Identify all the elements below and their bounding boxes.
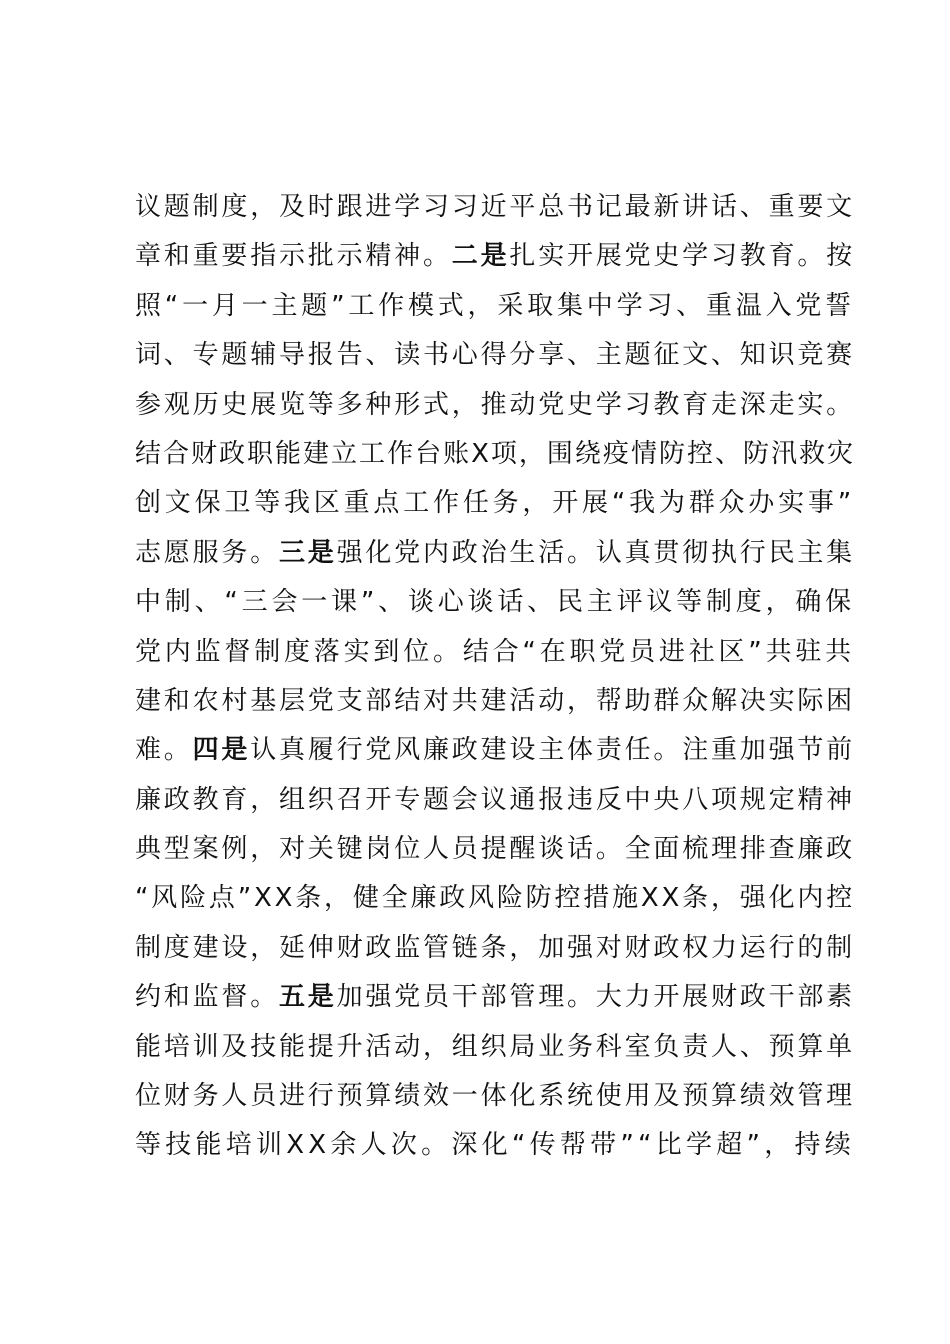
text-segment: “风险点”XX条，健全廉政风险防控措施XX条，强化内控 xyxy=(135,883,855,914)
text-segment: 廉政教育，组织召开专题会议通报违反中央八项规定精神 xyxy=(135,784,855,815)
text-segment: 章和重要指示批示精神。 xyxy=(135,241,452,272)
text-line xyxy=(135,1023,855,1072)
text-segment: 能培训及技能提升活动，组织局业务科室负责人、预算单 xyxy=(135,1031,855,1062)
text-line xyxy=(135,924,855,973)
bold-lead-phrase: 四是 xyxy=(192,735,251,766)
text-line xyxy=(135,677,855,726)
body-text xyxy=(135,183,855,1171)
text-segment: 参观历史展览等多种形式，推动党史学习教育走深走实。 xyxy=(135,389,855,420)
text-line xyxy=(135,1121,855,1170)
text-segment: 结合财政职能建立工作台账X项，围绕疫情防控、防汛救灾 xyxy=(135,438,855,469)
text-segment: 等技能培训XX余人次。深化“传帮带”“比学超”，持续 xyxy=(135,1130,855,1161)
text-segment: 扎实开展党史学习教育。按 xyxy=(509,241,855,272)
text-segment: 创文保卫等我区重点工作任务，开展“我为群众办实事” xyxy=(135,488,855,519)
text-line xyxy=(135,232,855,281)
text-segment: 加强党员干部管理。大力开展财政干部素 xyxy=(336,982,855,1013)
text-segment: 中制、“三会一课”、谈心谈话、民主评议等制度，确保 xyxy=(135,587,855,618)
text-segment: 制度建设，延伸财政监管链条，加强对财政权力运行的制 xyxy=(135,932,855,963)
text-segment: 党内监督制度落实到位。结合“在职党员进社区”共驻共 xyxy=(135,636,855,667)
bold-lead-phrase: 五是 xyxy=(279,982,337,1013)
text-line xyxy=(135,282,855,331)
text-line xyxy=(135,183,855,232)
text-segment: 难。 xyxy=(135,735,193,766)
text-segment: 词、专题辅导报告、读书心得分享、主题征文、知识竞赛 xyxy=(135,340,855,371)
text-line xyxy=(135,973,855,1022)
text-segment: 约和监督。 xyxy=(135,982,279,1013)
text-segment: 强化党内政治生活。认真贯彻执行民主集 xyxy=(336,537,855,568)
text-line xyxy=(135,825,855,874)
text-line xyxy=(135,726,855,775)
text-segment: 认真履行党风廉政建设主体责任。注重加强节前 xyxy=(250,735,855,766)
text-segment: 建和农村基层党支部结对共建活动，帮助群众解决实际困 xyxy=(135,685,855,716)
text-line xyxy=(135,529,855,578)
text-segment: 照“一月一主题”工作模式，采取集中学习、重温入党誓 xyxy=(135,290,855,321)
bold-lead-phrase: 二是 xyxy=(451,241,510,272)
text-line xyxy=(135,430,855,479)
text-line xyxy=(135,1072,855,1121)
text-line xyxy=(135,776,855,825)
text-segment: 志愿服务。 xyxy=(135,537,279,568)
text-segment: 议题制度，及时跟进学习习近平总书记最新讲话、重要文 xyxy=(135,192,855,222)
text-line xyxy=(135,381,855,430)
text-line xyxy=(135,331,855,380)
text-line xyxy=(135,874,855,923)
text-line xyxy=(135,628,855,677)
text-line xyxy=(135,578,855,627)
text-segment: 位财务人员进行预算绩效一体化系统使用及预算绩效管理 xyxy=(135,1081,855,1112)
text-line xyxy=(135,479,855,528)
text-segment: 典型案例，对关键岗位人员提醒谈话。全面梳理排查廉政 xyxy=(135,834,855,865)
bold-lead-phrase: 三是 xyxy=(279,537,337,568)
